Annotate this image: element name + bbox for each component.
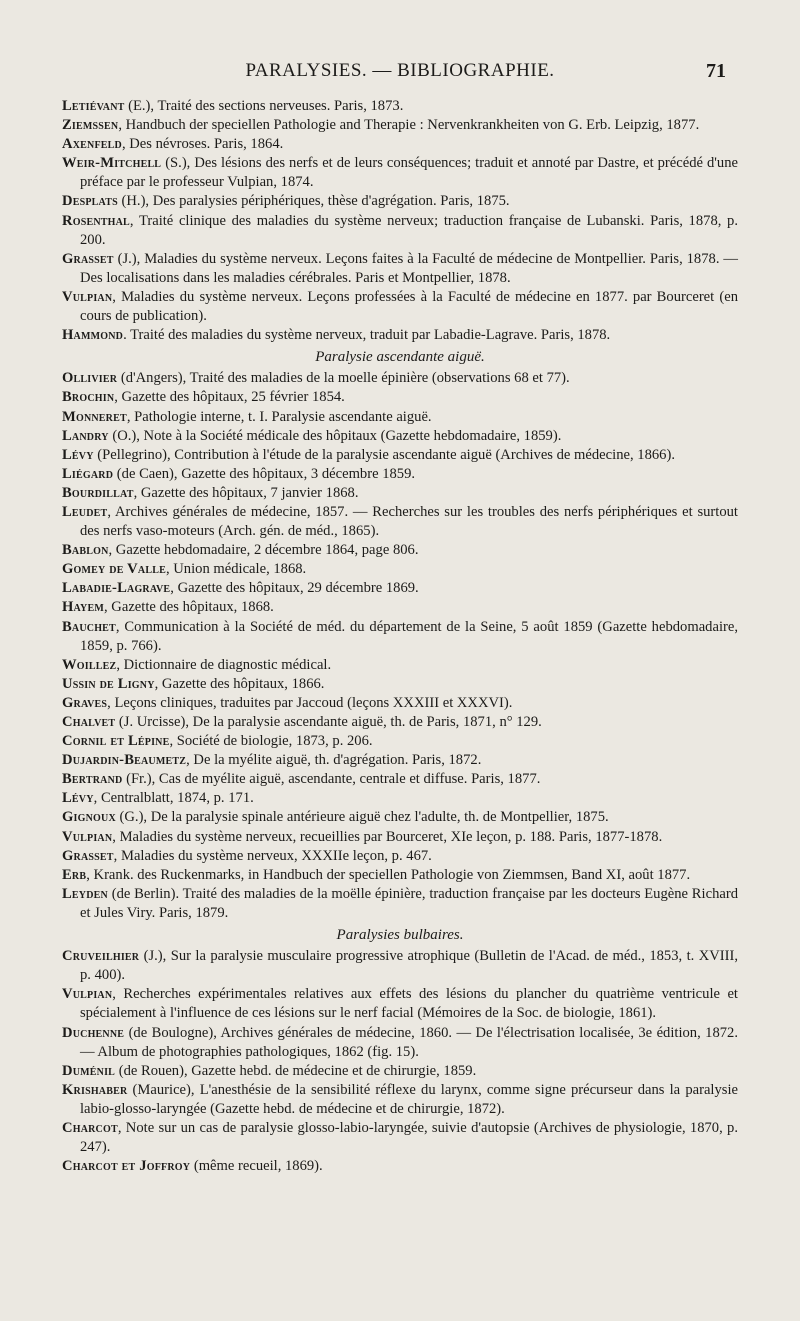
entry-author: Cornil et Lépine [62,733,170,750]
entry-text: (de Boulogne), Archives générales de médecine, 1860. — De l'électrisation localisée, 3e édition, 1872. — Album de photographies pathologiques, 1862 (fig. 15). [80,1024,738,1060]
entry-author: Rosenthal [62,212,130,229]
entry-text: (O.), Note à la Société médicale des hôpitaux (Gazette hebdomadaire, 1859). [108,427,562,444]
entry-text: , Communication à la Société de méd. du département de la Seine, 5 août 1859 (Gazette hebdomadaire, 1859, p. 766). [80,618,738,654]
bibliography-entry [62,541,738,560]
entry-text: , Gazette des hôpitaux, 25 février 1854. [114,389,345,406]
entry-author: Vulpian [62,828,113,845]
entry-text: , Leçons cliniques, traduites par Jaccoud (leçons XXXIII et XXXVI). [107,694,513,711]
entry-author: Erb [62,866,87,883]
bibliography-entry [62,1062,738,1081]
entry-author: Gomey de Valle [62,561,166,578]
entry-author: Dujardin-Beaumetz [62,752,187,769]
entry-text: (même recueil, 1869). [190,1158,323,1175]
entry-author: Leudet [62,503,108,520]
bibliography-entry [62,947,738,985]
entry-text: , Gazette des hôpitaux, 1866. [154,675,325,692]
running-header [0,60,800,88]
entry-text: , Centralblatt, 1874, p. 171. [93,790,254,807]
bibliography-entry [62,250,738,288]
entry-text: , Pathologie interne, t. I. Paralysie ascendante aiguë. [126,408,432,425]
entry-text: (de Rouen), Gazette hebd. de médecine et de chirurgie, 1859. [115,1062,477,1079]
bibliography-entry [62,866,738,885]
entry-author: Bablon [62,542,109,559]
bibliography-entry [62,560,738,579]
entry-author: Lévy [62,446,94,463]
entry-text: (E.), Traité des sections nerveuses. Paris, 1873. [124,98,404,114]
entry-text: , Recherches expérimentales relatives aux effets des lésions du plancher du quatrième ventricule et spécialement à l'influence de ces lésions sur le nerf facial (Mémoires de la Soc. de biologie, 1861). [80,986,738,1022]
entry-author: Duménil [62,1062,116,1079]
entry-author: Woillez [62,656,117,673]
bibliography-entry [62,1157,738,1176]
entry-text: (H.), Des paralysies périphériques, thèse d'agrégation. Paris, 1875. [117,193,510,210]
entry-text: , Gazette des hôpitaux, 1868. [104,599,274,616]
bibliography-entry [62,789,738,808]
entry-author: Grasset [62,250,114,267]
bibliography-entry [62,808,738,827]
bibliography-entry [62,369,738,388]
bibliography-entry [62,675,738,694]
entry-author: Landry [62,427,109,444]
entry-text: , Note sur un cas de paralysie glosso-labio-laryngée, suivie d'autopsie (Archives de physiologie, 1870, p. 247). [80,1119,738,1156]
bibliography-entry [62,427,738,446]
entry-author: Hammond [62,327,124,344]
bibliography-entry [62,465,738,484]
entry-text: (Fr.), Cas de myélite aiguë, ascendante, centrale et diffuse. Paris, 1877. [122,771,541,788]
entry-text: , De la myélite aiguë, th. d'agrégation. Paris, 1872. [186,752,482,769]
entry-text: , Archives générales de médecine, 1857. — Recherches sur les troubles des nerfs périphériques et surtout des nerfs vaso-moteurs (Arch. gén. de méd., 1865). [80,503,738,540]
bibliography-entry [62,885,738,923]
running-title: PARALYSIES. — BIBLIOGRAPHIE. [245,60,555,81]
bibliography-entry [62,618,738,656]
entry-text: , Maladies du système nerveux, XXXIIe leçon, p. 467. [113,847,432,864]
entry-text: , Handbuch der speciellen Pathologie and Therapie : Nervenkrankheiten von G. Erb. Leipzig, 1877. [118,117,700,134]
entry-author: Bourdillat [62,484,134,501]
entry-author: Charcot [62,1119,118,1136]
entry-author: Brochin [62,389,115,406]
bibliography-entry [62,732,738,751]
entry-text: , Traité clinique des maladies du système nerveux; traduction française de Lubanski. Paris, 1878, p. 200. [80,212,738,248]
entry-text: , Société de biologie, 1873, p. 206. [169,733,373,750]
entry-author: Weir-Mitchell [62,155,162,172]
entry-text: (de Berlin). Traité des maladies de la moëlle épinière, traduction française par les docteurs Eugène Richard et Jules Viry. Paris, 1879. [80,885,738,921]
bibliography-entry [62,694,738,713]
bibliography-entry [62,97,738,116]
entry-text: (G.), De la paralysie spinale antérieure aiguë chez l'adulte, th. de Montpellier, 1875. [115,809,609,826]
entry-text: , Gazette hebdomadaire, 2 décembre 1864, page 806. [108,542,419,559]
page-number: 71 [706,60,726,82]
bibliography-entry [62,503,738,541]
entry-author: Ollivier [62,370,118,387]
entry-text: , Gazette des hôpitaux, 29 décembre 1869. [170,580,419,597]
entry-author: Liégard [62,465,114,482]
bibliography-entry [62,985,738,1023]
bibliography-list [62,97,738,1176]
entry-author: Duchenne [62,1024,125,1041]
entry-author: Letiévant [62,98,125,114]
bibliography-entry [62,828,738,847]
bibliography-entry [62,135,738,154]
entry-text: , Maladies du système nerveux, recueillies par Bourceret, XIe leçon, p. 188. Paris, 1877-1878. [112,828,663,845]
entry-text: . Traité des maladies du système nerveux, traduit par Labadie-Lagrave. Paris, 1878. [123,327,611,344]
bibliography-entry [62,446,738,465]
bibliography-entry [62,154,738,192]
bibliography-entry [62,212,738,250]
bibliography-entry [62,770,738,789]
bibliography-entry [62,751,738,770]
bibliography-entry [62,408,738,427]
entry-author: Hayem [62,599,104,616]
entry-text: , Union médicale, 1868. [165,561,307,578]
entry-text: , Krank. des Ruckenmarks, in Handbuch der speciellen Pathologie von Ziemmsen, Band XI, août 1877. [86,866,691,883]
entry-text: (S.), Des lésions des nerfs et de leurs conséquences; traduit et annoté par Dastre, et précédé d'une préface par le professeur Vulpian, 1874. [80,155,738,191]
entry-text: (Maurice), L'anesthésie de la sensibilité réflexe du larynx, comme signe précurseur dans la paralysie labio-glosso-laryngée (Gazette hebd. de médecine et de chirurgie, 1872). [80,1081,738,1117]
entry-text: (J.), Maladies du système nerveux. Leçons faites à la Faculté de médecine de Montpellier. Paris, 1878. — Des localisations dans les maladies cérébrales. Paris et Montpellier, 1878. [80,250,738,286]
entry-author: Lévy [62,790,94,807]
bibliography-entry [62,579,738,598]
bibliography-entry [62,1081,738,1119]
bibliography-entry [62,713,738,732]
entry-author: Graves [62,694,108,711]
entry-author: Leyden [62,885,108,902]
entry-author: Ussin de Ligny [62,675,155,692]
entry-author: Desplats [62,193,118,210]
bibliography-entry [62,484,738,503]
entry-author: Chalvet [62,714,116,730]
entry-author: Vulpian [62,986,113,1003]
bibliography-entry [62,1119,738,1157]
entry-text: , Des névroses. Paris, 1864. [121,136,284,153]
bibliography-entry [62,288,738,326]
entry-text: , Maladies du système nerveux. Leçons professées à la Faculté de médecine en 1877. par Bourceret (en cours de publication). [80,288,738,325]
entry-text: , Gazette des hôpitaux, 7 janvier 1868. [133,484,359,501]
entry-author: Krishaber [62,1081,128,1098]
entry-text: (J.), Sur la paralysie musculaire progressive atrophique (Bulletin de l'Acad. de méd., 1853, t. XVIII, p. 400). [80,948,738,984]
entry-author: Vulpian [62,288,113,305]
bibliography-entry [62,656,738,675]
entry-author: Monneret [62,408,127,425]
entry-author: Charcot et Joffroy [62,1158,191,1175]
entry-text: (de Caen), Gazette des hôpitaux, 3 décembre 1859. [113,465,416,482]
bibliography-entry [62,847,738,866]
entry-text: (Pellegrino), Contribution à l'étude de la paralysie ascendante aiguë (Archives de médecine, 1866). [93,446,675,463]
section-heading: Paralysie ascendante aiguë. [315,349,485,366]
bibliography-entry [62,192,738,211]
entry-text: (J. Urcisse), De la paralysie ascendante aiguë, th. de Paris, 1871, n° 129. [115,714,542,730]
entry-author: Axenfeld [62,136,122,153]
bibliography-entry [62,598,738,617]
entry-author: Labadie-Lagrave [62,580,171,597]
entry-text: (d'Angers), Traité des maladies de la moelle épinière (observations 68 et 77). [117,370,570,387]
bibliography-entry [62,326,738,345]
entry-author: Cruveilhier [62,948,140,965]
bibliography-entry [62,388,738,407]
entry-text: , Dictionnaire de diagnostic médical. [116,656,332,673]
entry-author: Ziemssen [62,117,119,134]
entry-author: Gignoux [62,809,116,826]
entry-author: Bauchet [62,618,116,635]
section-heading: Paralysies bulbaires. [336,927,464,944]
bibliography-entry [62,116,738,135]
entry-author: Bertrand [62,771,123,788]
entry-author: Grasset [62,847,114,864]
bibliography-entry [62,1024,738,1062]
